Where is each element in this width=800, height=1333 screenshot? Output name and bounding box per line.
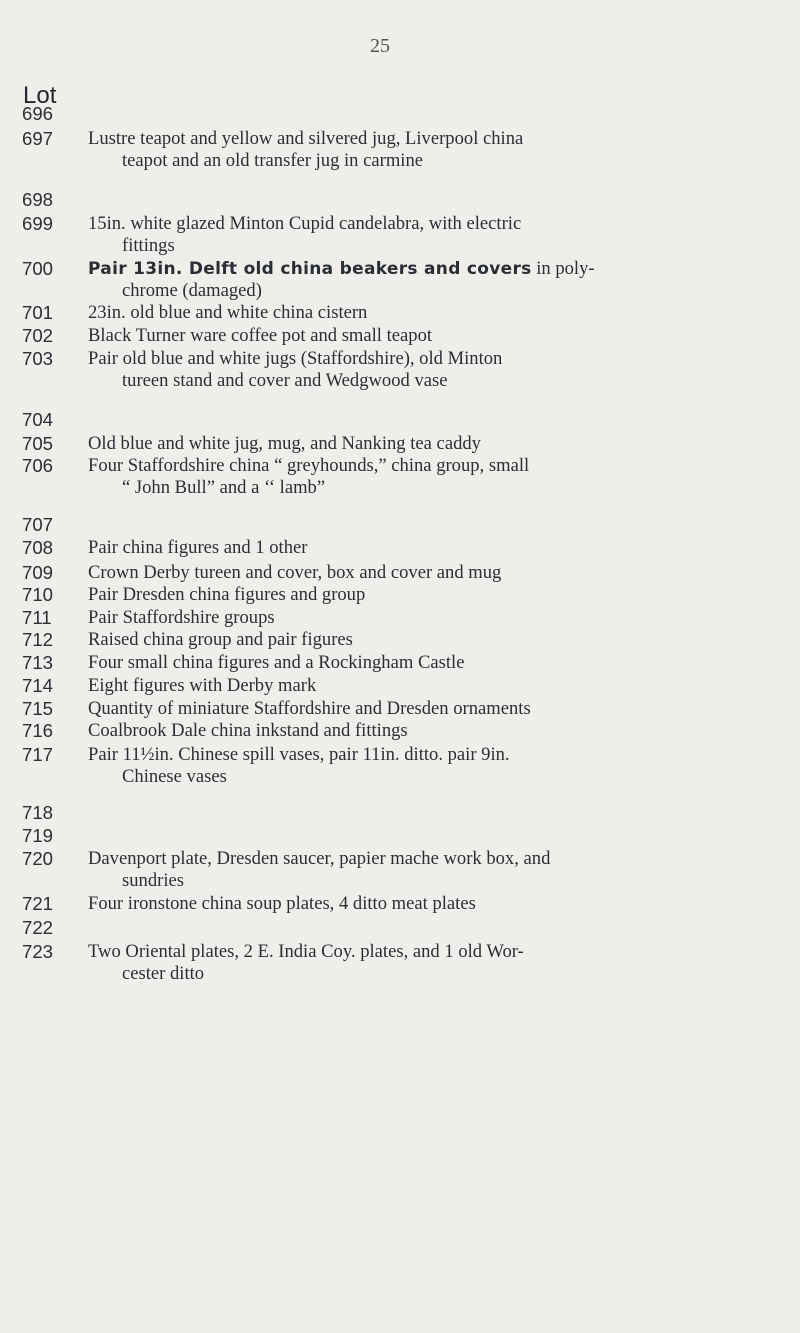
lot-number-718: 718 bbox=[22, 802, 54, 823]
lot-number-722: 722 bbox=[22, 917, 54, 938]
lot-number: 720 bbox=[22, 848, 54, 869]
lot-number: 709 bbox=[22, 562, 54, 583]
lot-number: 711 bbox=[22, 607, 52, 628]
lot-description bbox=[88, 562, 778, 584]
lot-number: 721 bbox=[22, 893, 54, 914]
lot-number-696: 696 bbox=[22, 103, 54, 124]
lot-description bbox=[88, 848, 778, 892]
lot-number: 706 bbox=[22, 455, 54, 476]
lot-number-704: 704 bbox=[22, 409, 54, 430]
lot-description-rest: in poly- bbox=[531, 258, 595, 279]
lot-column-heading: Lot bbox=[23, 82, 57, 109]
lot-description-line1: Two Oriental plates, 2 E. India Coy. plates, and 1 old Wor- bbox=[88, 941, 524, 962]
lot-number: 703 bbox=[22, 348, 54, 369]
lot-number: 700 bbox=[22, 258, 54, 279]
lot-number: 712 bbox=[22, 629, 54, 650]
lot-description-line1: Old blue and white jug, mug, and Nanking tea caddy bbox=[88, 433, 481, 454]
lot-description bbox=[88, 258, 778, 302]
lot-description-line1: Four small china figures and a Rockingham Castle bbox=[88, 652, 465, 673]
lot-description bbox=[88, 128, 778, 172]
lot-description bbox=[88, 213, 778, 257]
lot-number-707: 707 bbox=[22, 514, 54, 535]
lot-description-line1: Black Turner ware coffee pot and small teapot bbox=[88, 325, 433, 346]
lot-description bbox=[88, 941, 778, 985]
lot-number-698: 698 bbox=[22, 189, 54, 210]
lot-number: 708 bbox=[22, 537, 54, 558]
lot-description-line2: cester ditto bbox=[122, 963, 205, 984]
lot-description-line2: “ John Bull” and a ‘‘ lamb” bbox=[122, 477, 326, 498]
lot-description-line1: Lustre teapot and yellow and silvered jug, Liverpool china bbox=[88, 128, 524, 149]
lot-number: 699 bbox=[22, 213, 54, 234]
lot-description bbox=[88, 584, 778, 606]
lot-number: 714 bbox=[22, 675, 54, 696]
lot-description bbox=[88, 744, 778, 788]
lot-description-line1: Coalbrook Dale china inkstand and fittings bbox=[88, 720, 408, 741]
lot-number-719: 719 bbox=[22, 825, 54, 846]
lot-number: 710 bbox=[22, 584, 54, 605]
lot-description bbox=[88, 433, 778, 455]
lot-description-line1: Pair Staffordshire groups bbox=[88, 607, 275, 628]
lot-number: 717 bbox=[22, 744, 54, 765]
lot-number: 715 bbox=[22, 698, 54, 719]
lot-description bbox=[88, 698, 778, 720]
lot-description-line1: Crown Derby tureen and cover, box and cover and mug bbox=[88, 562, 502, 583]
lot-description bbox=[88, 537, 778, 559]
lot-description-line1: Four Staffordshire china “ greyhounds,” china group, small bbox=[88, 455, 530, 476]
lot-description-line2: fittings bbox=[122, 235, 175, 256]
lot-description-line2: sundries bbox=[122, 870, 184, 891]
lot-description bbox=[88, 675, 778, 697]
lot-description-line2: chrome (damaged) bbox=[122, 280, 262, 301]
lot-number: 713 bbox=[22, 652, 54, 673]
lot-description-line2: Chinese vases bbox=[122, 766, 227, 787]
lot-description bbox=[88, 893, 778, 915]
lot-description-line2: teapot and an old transfer jug in carmine bbox=[122, 150, 424, 171]
lot-description bbox=[88, 302, 778, 324]
lot-description-line1: Pair 11½in. Chinese spill vases, pair 11in. ditto. pair 9in. bbox=[88, 744, 510, 765]
lot-description-line1: Raised china group and pair figures bbox=[88, 629, 353, 650]
lot-number: 705 bbox=[22, 433, 54, 454]
lot-description-line1: Four ironstone china soup plates, 4 ditto meat plates bbox=[88, 893, 476, 914]
page-number: 25 bbox=[370, 35, 390, 57]
lot-number: 701 bbox=[22, 302, 54, 323]
lot-description bbox=[88, 607, 778, 629]
lot-description bbox=[88, 629, 778, 651]
lot-number: 697 bbox=[22, 128, 54, 149]
lot-description bbox=[88, 652, 778, 674]
lot-description-line1: Pair old blue and white jugs (Staffordshire), old Minton bbox=[88, 348, 503, 369]
lot-description-line1: Pair Dresden china figures and group bbox=[88, 584, 366, 605]
lot-number: 716 bbox=[22, 720, 54, 741]
lot-description bbox=[88, 455, 778, 499]
lot-description-line1: Eight figures with Derby mark bbox=[88, 675, 317, 696]
lot-description bbox=[88, 348, 778, 392]
lot-number: 702 bbox=[22, 325, 54, 346]
lot-number: 723 bbox=[22, 941, 54, 962]
lot-description-bold: Pair 13in. Delft old china beakers and covers bbox=[88, 259, 532, 279]
lot-description-line1: 15in. white glazed Minton Cupid candelabra, with electric bbox=[88, 213, 522, 234]
lot-description-line2: tureen stand and cover and Wedgwood vase bbox=[122, 370, 448, 391]
lot-description-line1: Quantity of miniature Staffordshire and Dresden ornaments bbox=[88, 698, 531, 719]
lot-description-line1: Pair china figures and 1 other bbox=[88, 537, 308, 558]
lot-description bbox=[88, 325, 778, 347]
lot-description-line1: Davenport plate, Dresden saucer, papier mache work box, and bbox=[88, 848, 551, 869]
lot-description-line1: 23in. old blue and white china cistern bbox=[88, 302, 368, 323]
lot-description bbox=[88, 720, 778, 742]
